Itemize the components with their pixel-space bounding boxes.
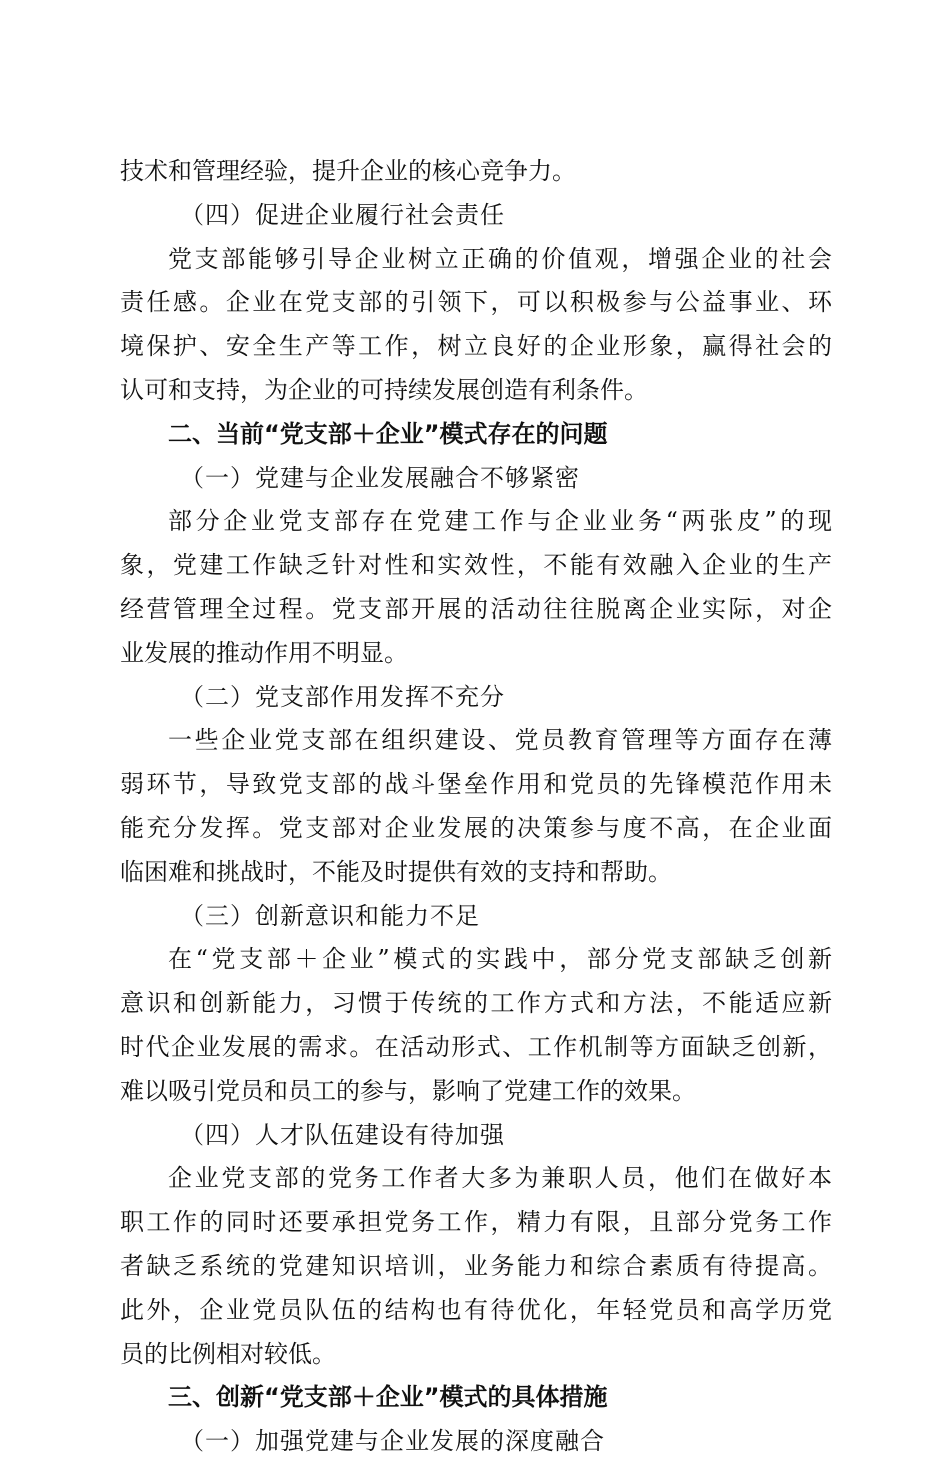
section-subheading: （二）党支部作用发挥不充分 <box>180 682 505 711</box>
body-line: 业发展的推动作用不明显。 <box>120 638 408 667</box>
paragraph-first-line: 党支部能够引导企业树立正确的价值观，增强企业的社会 <box>168 244 832 273</box>
paragraph-first-line: 在“党支部＋企业”模式的实践中，部分党支部缺乏创新 <box>168 945 832 974</box>
body-line: 员的比例相对较低。 <box>120 1339 336 1368</box>
body-line: 经营管理全过程。党支部开展的活动往往脱离企业实际，对企 <box>120 594 832 623</box>
body-line: 责任感。企业在党支部的引领下，可以积极参与公益事业、环 <box>120 288 832 317</box>
section-subheading: （四）促进企业履行社会责任 <box>180 200 505 229</box>
paragraph-first-line: 一些企业党支部在组织建设、党员教育管理等方面存在薄 <box>168 726 832 755</box>
section-heading: 三、创新“党支部＋企业”模式的具体措施 <box>168 1383 608 1412</box>
section-subheading: （一）加强党建与企业发展的深度融合 <box>180 1427 605 1456</box>
section-subheading: （三）创新意识和能力不足 <box>180 901 480 930</box>
body-line: 象，党建工作缺乏针对性和实效性，不能有效融入企业的生产 <box>120 551 832 580</box>
body-line: 临困难和挑战时，不能及时提供有效的支持和帮助。 <box>120 857 672 886</box>
body-line: 职工作的同时还要承担党务工作，精力有限，且部分党务工作 <box>120 1208 832 1237</box>
body-line: 弱环节，导致党支部的战斗堡垒作用和党员的先锋模范作用未 <box>120 770 832 799</box>
section-subheading: （四）人才队伍建设有待加强 <box>180 1120 505 1149</box>
body-line: 认可和支持，为企业的可持续发展创造有利条件。 <box>120 375 648 404</box>
body-line: 意识和创新能力，习惯于传统的工作方式和方法，不能适应新 <box>120 989 832 1018</box>
body-line: 时代企业发展的需求。在活动形式、工作机制等方面缺乏创新， <box>120 1032 832 1061</box>
body-line: 难以吸引党员和员工的参与，影响了党建工作的效果。 <box>120 1076 696 1105</box>
section-heading: 二、当前“党支部＋企业”模式存在的问题 <box>168 419 608 448</box>
body-line: 技术和管理经验，提升企业的核心竞争力。 <box>120 157 576 185</box>
body-line: 境保护、安全生产等工作，树立良好的企业形象，赢得社会的 <box>120 332 832 361</box>
body-line: 此外，企业党员队伍的结构也有待优化，年轻党员和高学历党 <box>120 1295 832 1324</box>
body-line: 者缺乏系统的党建知识培训，业务能力和综合素质有待提高。 <box>120 1251 832 1280</box>
paragraph-first-line: 企业党支部的党务工作者大多为兼职人员，他们在做好本 <box>168 1164 832 1193</box>
section-subheading: （一）党建与企业发展融合不够紧密 <box>180 463 580 492</box>
body-line: 能充分发挥。党支部对企业发展的决策参与度不高，在企业面 <box>120 813 832 842</box>
document-body <box>120 150 832 1464</box>
paragraph-first-line: 部分企业党支部存在党建工作与企业业务“两张皮”的现 <box>168 507 832 536</box>
